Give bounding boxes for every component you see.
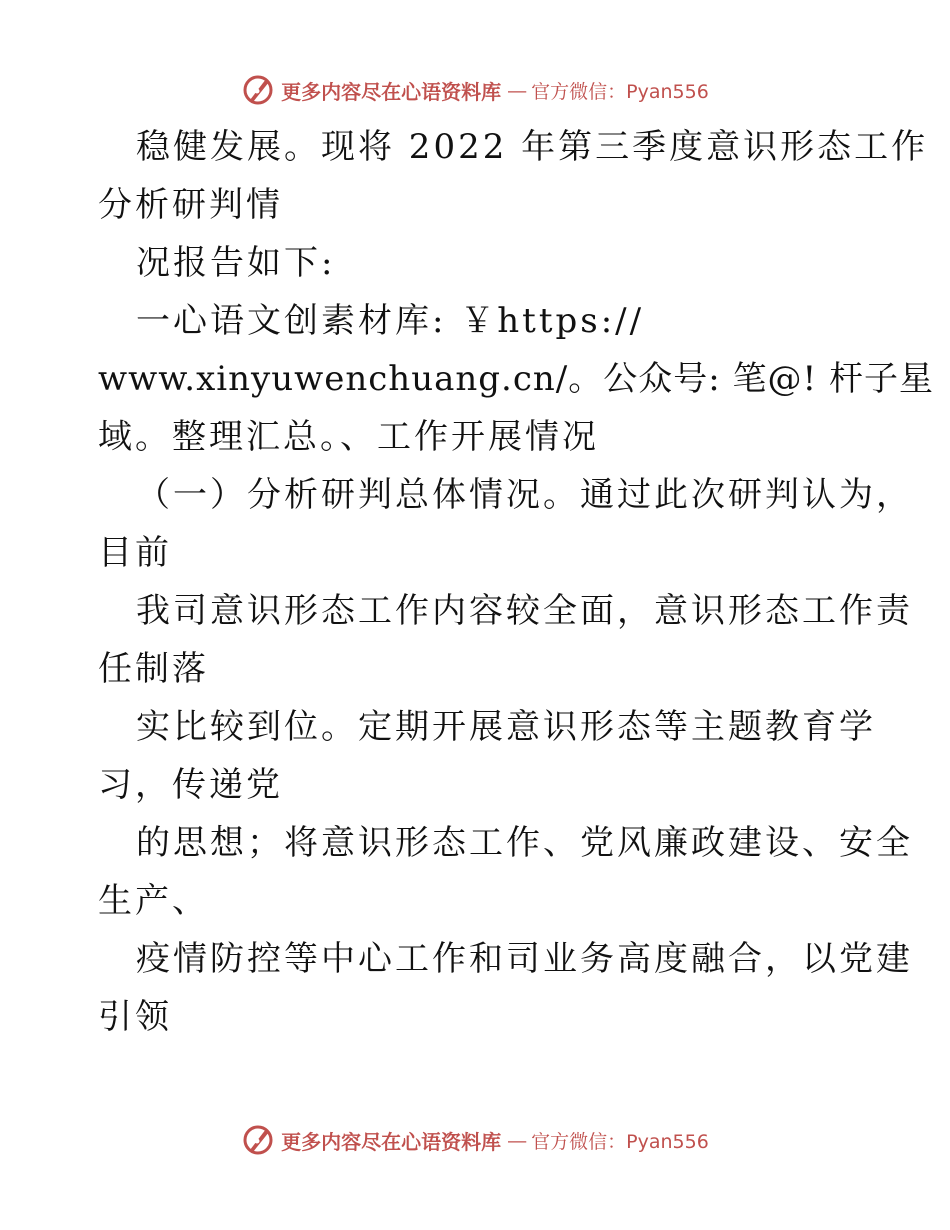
watermark-main-text: 更多内容尽在心语资料库 — [281, 79, 502, 104]
body-line: 生产、 — [98, 881, 209, 921]
watermark-wechat-text: 官方微信：Pyan556 — [531, 1130, 709, 1153]
body-line: 目前 — [98, 533, 172, 573]
body-line: 况报告如下: — [136, 243, 336, 283]
footer-watermark — [0, 1120, 950, 1160]
body-line: 引领 — [98, 997, 172, 1037]
body-line: 的思想；将意识形态工作、党风廉政建设、安全 — [136, 823, 913, 863]
document-body — [98, 118, 934, 1046]
watermark-dash: — — [507, 78, 526, 102]
body-line: 我司意识形态工作内容较全面，意识形态工作责 — [136, 591, 913, 631]
body-line: 稳健发展。现将 2022 年第三季度意识形态工作 — [136, 127, 929, 167]
body-line: 分析研判情 — [98, 185, 283, 225]
body-line: 一心语文创素材库: ￥https:// — [136, 301, 645, 341]
body-line: 实比较到位。定期开展意识形态等主题教育学 — [136, 707, 876, 747]
body-line: 域。整理汇总。、工作开展情况 — [98, 417, 599, 457]
body-line: （一）分析研判总体情况。通过此次研判认为， — [136, 475, 913, 515]
body-line: 任制落 — [98, 649, 209, 689]
body-line: 习，传递党 — [98, 765, 283, 805]
watermark-dash: — — [507, 1128, 526, 1152]
body-line: www.xinyuwenchuang.cn/。公众号: 笔@! 杆子星 — [98, 359, 934, 399]
logo-pen-circle-icon — [241, 73, 275, 107]
watermark-main-text: 更多内容尽在心语资料库 — [281, 1129, 502, 1154]
header-watermark — [0, 70, 950, 110]
watermark-wechat-text: 官方微信：Pyan556 — [531, 80, 709, 103]
body-line: 疫情防控等中心工作和司业务高度融合，以党建 — [136, 939, 913, 979]
logo-pen-circle-icon — [241, 1123, 275, 1157]
